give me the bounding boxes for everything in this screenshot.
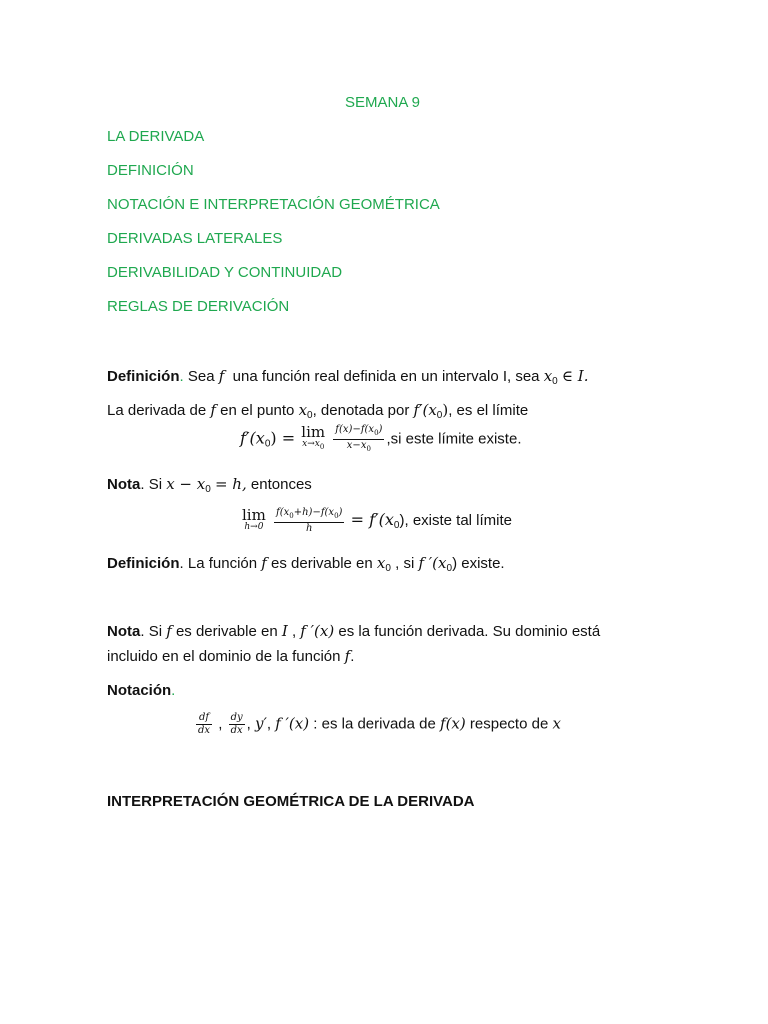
- page-title: SEMANA 9: [345, 94, 421, 111]
- definition-label: Definición: [107, 368, 180, 385]
- limit-operator: lim $x\to x_0$: [301, 423, 326, 451]
- h-difference-quotient: $\frac{f(x_0+h)-f(x_0)}{h}$: [276, 507, 343, 534]
- section-title: INTERPRETACIÓN GEOMÉTRICA DE LA DERIVADA: [107, 793, 475, 810]
- toc-item-notacion: NOTACIÓN E INTERPRETACIÓN GEOMÉTRICA: [107, 196, 440, 213]
- notacion-heading: Notación.: [107, 682, 176, 699]
- nota-derivative-function: Nota. Si f es derivable en I , f ′(x) es la función derivada. Su dominio está: [107, 622, 601, 640]
- definition-derivable: Definición. La función f es derivable en $x_0$ , si f $'(x_0)$ existe.: [107, 554, 505, 574]
- notacion-formula: $\frac{df}{dx}$ , $\frac{dy}{dx}$ , y′, f ′(x) : es la derivada de f(x) respecto de x: [198, 712, 561, 736]
- toc-item-definicion: DEFINICIÓN: [107, 162, 194, 179]
- nota-label: Nota: [107, 476, 141, 493]
- limit-operator-h: lim h→0: [242, 506, 266, 532]
- toc-item-derivadas-laterales: DERIVADAS LATERALES: [107, 230, 283, 247]
- limit-h-formula: lim h→0 $\frac{f(x_0+h)-f(x_0)}{h}$ = $f'(x_0)$, existe tal límite: [242, 506, 513, 534]
- toc-item-derivabilidad: DERIVABILIDAD Y CONTINUIDAD: [107, 264, 343, 281]
- definition-label-2: Definición: [107, 555, 180, 572]
- toc-item-reglas: REGLAS DE DERIVACIÓN: [107, 298, 290, 315]
- definition-paragraph: Definición. Sea f una función real definida en un intervalo I, sea $x_0$ ∈ I.: [107, 367, 589, 387]
- nota-substitution: Nota. Si $x - x_0 = h$, entonces: [107, 475, 312, 495]
- nota-label-2: Nota: [107, 623, 141, 640]
- derivative-sentence: La derivada de f en el punto $x_0$, denotada por $f'(x_0)$, es el límite: [107, 401, 529, 421]
- toc-item-la-derivada: LA DERIVADA: [107, 128, 205, 145]
- nota-derivative-function-line2: incluido en el dominio de la función f.: [107, 647, 355, 665]
- dy-dx-fraction: $\frac{dy}{dx}$: [230, 712, 243, 736]
- df-dx-fraction: $\frac{df}{dx}$: [198, 712, 211, 736]
- difference-quotient: $\frac{f(x)-f(x_0)}{x-x_0}$: [335, 424, 383, 453]
- derivative-limit-formula: $f'(x_0)$ = lim $x\to x_0$ $\frac{f(x)-f(x_0)}{x-x_0}$ ,si este límite existe.: [240, 423, 522, 453]
